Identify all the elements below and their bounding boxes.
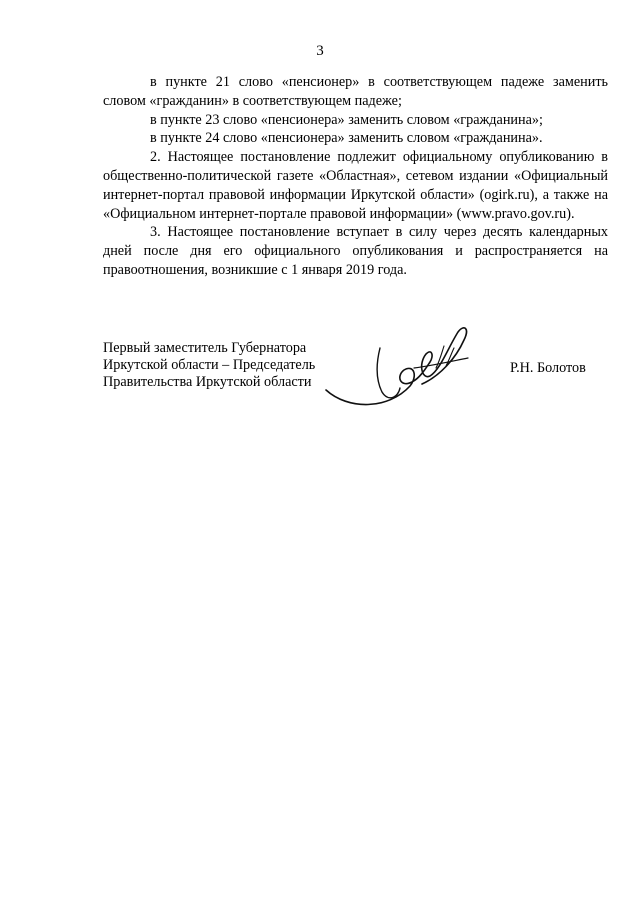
page-number: 3 [316,43,324,59]
document-body [103,73,608,280]
paragraph-point-23: в пункте 23 слово «пенсионера» заменить словом «гражданина»; [150,111,543,128]
signatory-name: Р.Н. Болотов [510,360,586,376]
signatory-position-line: Первый заместитель Губернатора [103,340,307,356]
paragraph-publication: 2. Настоящее постановление подлежит официальному опубликованию в общественно-политической газете «Областная», сетевом издании «Официальный интернет-портал правовой информации Иркутской области» (ogirk.ru), а также на «Официальном интернет-портале правовой информации» (www.pravo.gov.ru). [103,149,608,222]
paragraph-point-24: в пункте 24 слово «пенсионера» заменить словом «гражданина». [150,130,543,147]
signatory-position-line: Правительства Иркутской области [103,374,312,390]
signatory-position-line: Иркутской области – Председатель [103,357,316,373]
paragraph-effective-date: 3. Настоящее постановление вступает в силу через десять календарных дней после дня его официального опубликования и распространяется на правоотношения, возникшие с 1 января 2019 года. [103,224,608,278]
paragraph-point-21: в пункте 21 слово «пенсионер» в соответствующем падеже заменить словом «гражданин» в соответствующем падеже; [103,74,608,109]
signatory-position [103,340,315,391]
handwritten-signature [318,318,498,418]
